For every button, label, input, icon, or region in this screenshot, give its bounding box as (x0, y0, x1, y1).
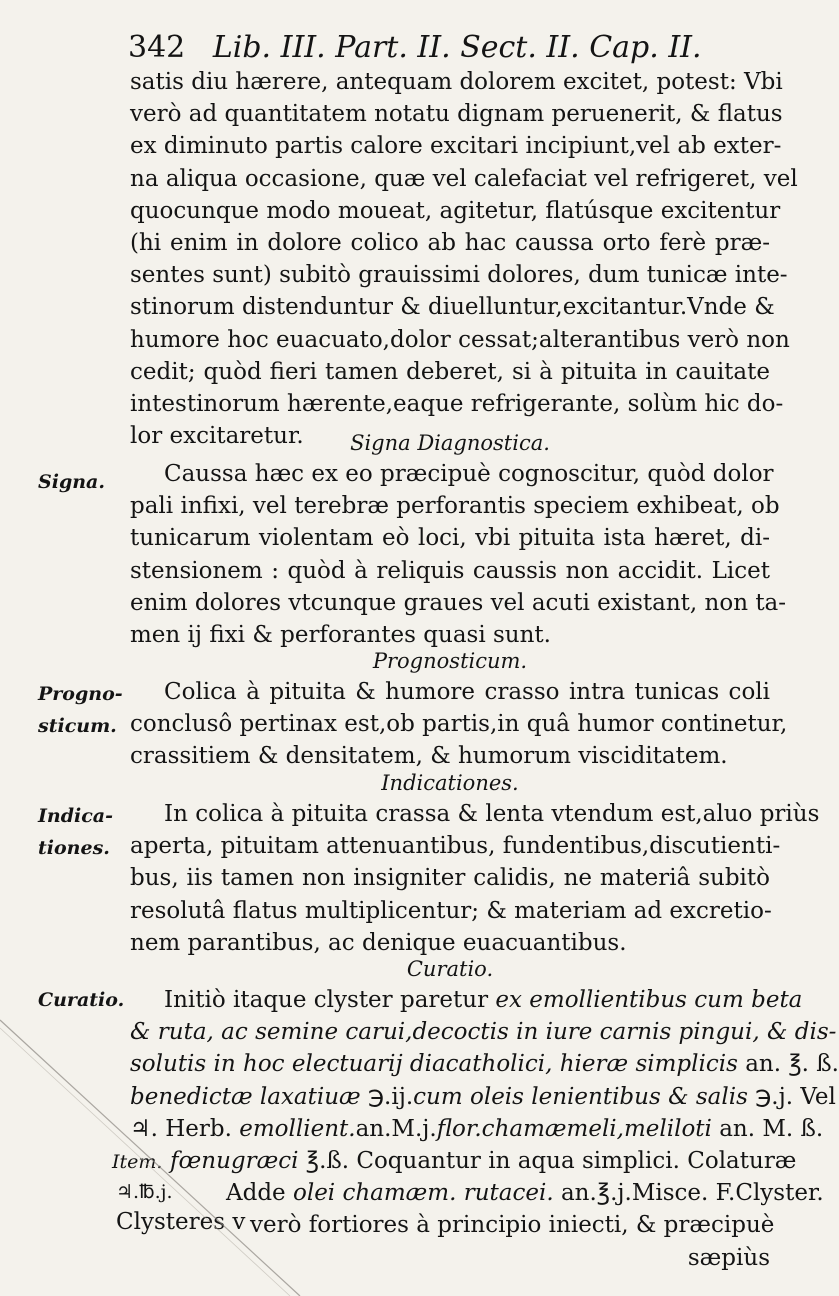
text-line: verò ad quantitatem notatu dignam peruenerit, & flatus (130, 101, 783, 128)
text-span: ex emollientibus cum beta (495, 987, 803, 1013)
margin-line: tiones. (38, 837, 110, 859)
text-span: solutis in hoc electuarij diacatholici, hieræ simplicis (130, 1051, 738, 1078)
text-line: Caussa hæc ex eo præcipuè cognoscitur, quòd dolor (164, 461, 774, 487)
text-line (130, 1177, 824, 1209)
text-line: cedit; quòd fieri tamen deberet, si à pituita in cauitate (130, 358, 770, 385)
text-line: stinorum distenduntur & diuelluntur,excitantur.Vnde & (130, 294, 775, 321)
text-span: olei chamæm. rutacei. (292, 1180, 554, 1207)
text-line (130, 1145, 797, 1177)
text-line: verò fortiores à principio iniecti, & præcipuè (250, 1212, 775, 1239)
margin-note-recipe: ♃.℔.j. (116, 1181, 173, 1203)
section-heading-signa: Signa Diagnostica. (350, 431, 550, 455)
margin-note-curatio: Curatio. (38, 989, 125, 1011)
margin-line: Progno- (38, 683, 123, 705)
text-span: flor.chamæmeli,meliloti (436, 1115, 712, 1142)
text-line (130, 1081, 836, 1113)
text-span: an.℥.j.Misce. F.Clyster. (553, 1180, 824, 1207)
text-span: emollient. (239, 1115, 356, 1142)
text-line: ex diminuto partis calore excitari incipiunt,vel ab exter- (130, 133, 782, 160)
running-title: Lib. III. Part. II. Sect. II. Cap. II. (212, 30, 702, 65)
text-line: Colica à pituita & humore crasso intra tunicas coli (164, 679, 770, 705)
text-line: sæpiùs (687, 1244, 770, 1271)
text-line: resolutâ flatus multiplicentur; & materiam ad excretio- (130, 897, 772, 924)
text-line: satis diu hærere, antequam dolorem excitet, potest: Vbi (130, 69, 783, 95)
text-span: an. ℥. ß. (737, 1051, 839, 1078)
text-span: ℈.j. Vel (747, 1083, 836, 1110)
text-line (130, 1048, 839, 1080)
text-line: men ij fixi & perforantes quasi sunt. (130, 621, 551, 648)
intro-paragraph (130, 66, 798, 452)
text-span: ℥.ß. Coquantur in aqua simplici. Colaturæ (298, 1147, 797, 1174)
margin-note-clysteres: Clysteres v (116, 1209, 246, 1235)
text-line: crassitiem & densitatem, & humorum visciditatem. (130, 743, 728, 770)
text-line (130, 1113, 824, 1145)
margin-note-indicationes (38, 800, 130, 864)
page-number: 342 (128, 30, 186, 65)
section-heading-prognosticum: Prognosticum. (372, 649, 528, 673)
text-line: conclusô pertinax est,ob partis,in quâ humor continetur, (130, 711, 788, 738)
margin-line: Indica- (38, 805, 113, 827)
text-span: Initiò itaque clyster paretur (164, 987, 496, 1013)
signa-section (130, 428, 787, 651)
section-heading-curatio: Curatio. (406, 957, 494, 981)
text-line: intestinorum hærente,eaque refrigerante, solùm hic do- (130, 390, 784, 417)
margin-note-item: Item. (112, 1151, 163, 1173)
text-line: aperta, pituitam attenuantibus, fundentibus,discutienti- (130, 833, 781, 860)
text-line (130, 984, 803, 1016)
text-line: stensionem : quòd à reliquis caussis non accidit. Licet (130, 557, 770, 584)
text-line: lor excitaretur. (130, 423, 304, 450)
text-span: Adde (226, 1180, 293, 1207)
margin-note-signa: Signa. (38, 471, 105, 493)
section-heading-indicationes: Indicationes. (381, 771, 519, 795)
text-line: quocunque modo moueat, agitetur, flatúsque excitentur (130, 197, 781, 224)
margin-line: sticum. (38, 715, 117, 737)
text-span: cum oleis lenientibus & salis (413, 1083, 748, 1110)
text-line: tunicarum violentam eò loci, vbi pituita ista hæret, di- (130, 525, 770, 552)
prognosticum-section (130, 646, 788, 773)
text-line: na aliqua occasione, quæ vel calefaciat vel refrigeret, vel (130, 165, 798, 192)
text-line: humore hoc euacuato,dolor cessat;alterantibus verò non (130, 326, 790, 353)
text-span: fœnugræci (170, 1147, 299, 1174)
text-line: In colica à pituita crassa & lenta vtendum est,aluo priùs (164, 801, 820, 827)
text-line: nem parantibus, ac denique euacuantibus. (130, 929, 627, 956)
text-line: enim dolores vtcunque graues vel acuti existant, non ta- (130, 589, 787, 616)
text-span: ℈.ij. (360, 1083, 414, 1110)
text-span: an.M.j. (355, 1115, 437, 1142)
text-line: sentes sunt) subitò grauissimi dolores, dum tunicæ inte- (130, 262, 788, 289)
text-line: & ruta, ac semine carui,decoctis in iure carnis pingui, & dis- (130, 1019, 837, 1046)
indicationes-section (130, 768, 820, 959)
text-span: benedictæ laxatiuæ (130, 1083, 361, 1110)
text-span: an. M. ß. (711, 1115, 824, 1142)
text-line: pali infixi, vel terebræ perforantis speciem exhibeat, ob (130, 493, 780, 520)
text-line: (hi enim in dolore colico ab hac caussa orto ferè præ- (130, 229, 770, 256)
text-line: bus, iis tamen non insigniter calidis, ne materiâ subitò (130, 865, 770, 892)
text-span: ♃. Herb. (130, 1115, 240, 1142)
margin-note-prognosticum (38, 678, 130, 742)
